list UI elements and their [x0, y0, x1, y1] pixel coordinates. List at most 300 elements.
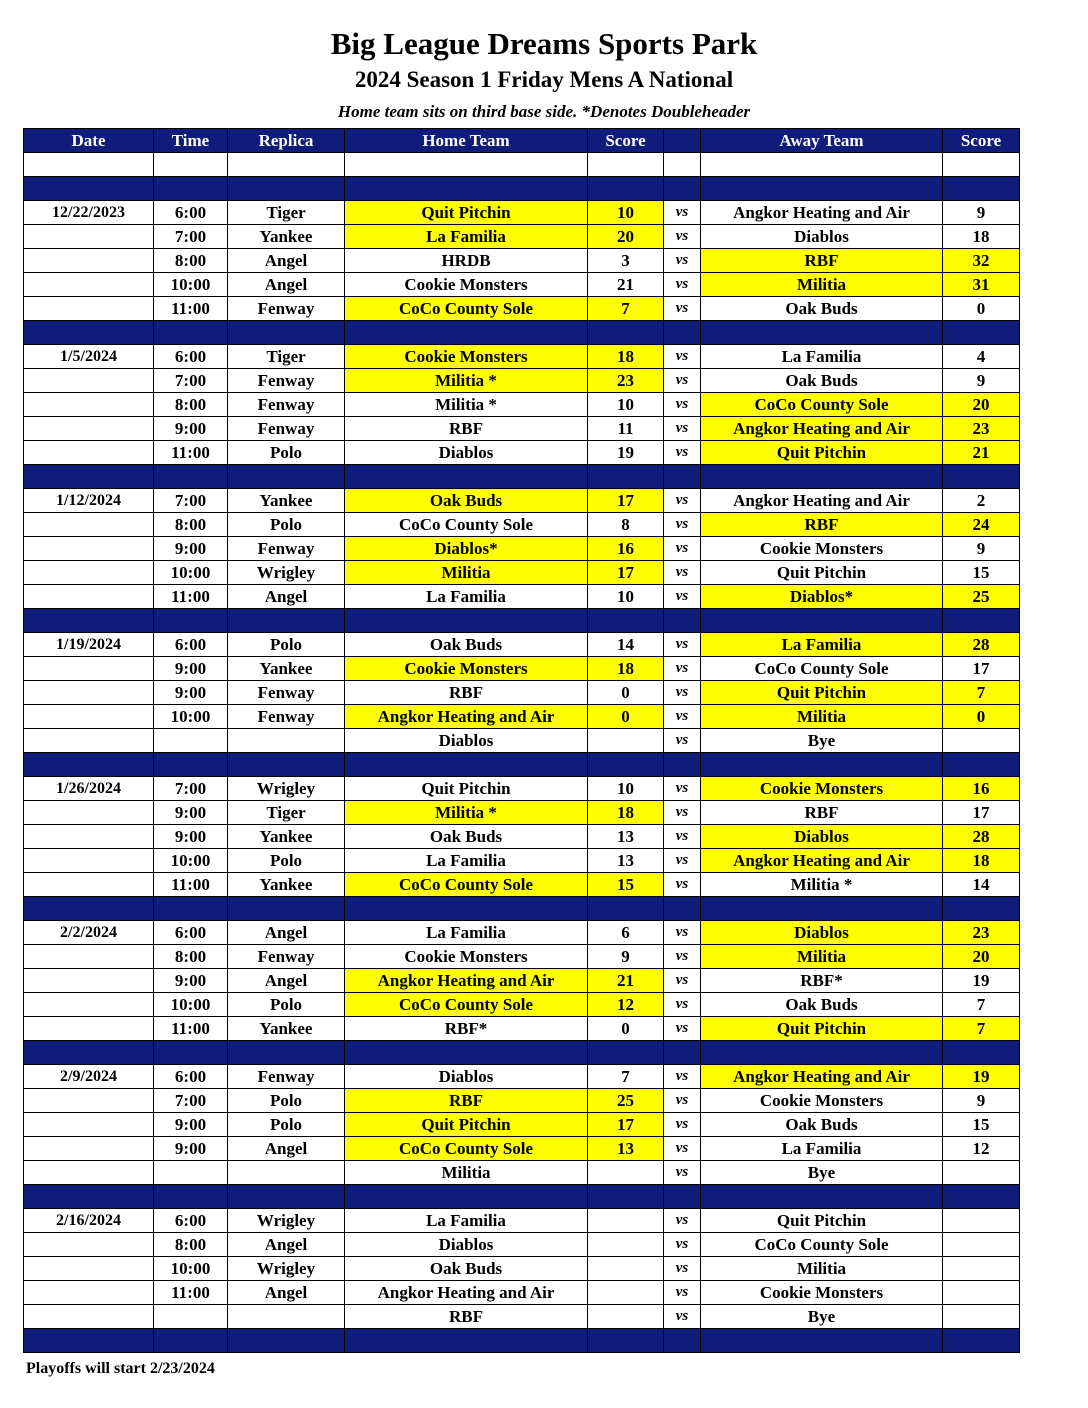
page-title: Big League Dreams Sports Park [330, 26, 758, 61]
away-team: Angkor Heating and Air [701, 489, 943, 513]
away-team: Bye [701, 1161, 943, 1185]
vs-label: vs [664, 345, 701, 369]
game-replica-field: Wrigley [228, 777, 345, 801]
schedule-body [24, 153, 1020, 1353]
season-subtitle: 2024 Season 1 Friday Mens A National [354, 67, 734, 92]
away-team: Militia * [701, 873, 943, 897]
vs-label: vs [664, 273, 701, 297]
away-team: Diablos* [701, 585, 943, 609]
game-replica-field: Polo [228, 441, 345, 465]
home-score: 13 [588, 825, 664, 849]
week-separator [24, 753, 1020, 777]
away-score: 0 [943, 705, 1020, 729]
vs-label: vs [664, 777, 701, 801]
home-team: Oak Buds [345, 489, 588, 513]
game-time: 11:00 [154, 585, 228, 609]
home-score [588, 1161, 664, 1185]
game-date: 2/16/2024 [24, 1209, 154, 1233]
game-replica-field: Fenway [228, 393, 345, 417]
away-team: Quit Pitchin [701, 441, 943, 465]
vs-label: vs [664, 585, 701, 609]
away-team: Cookie Monsters [701, 1089, 943, 1113]
vs-label: vs [664, 969, 701, 993]
home-score: 19 [588, 441, 664, 465]
away-score: 25 [943, 585, 1020, 609]
away-score: 24 [943, 513, 1020, 537]
game-time: 10:00 [154, 273, 228, 297]
col-home-team: Home Team [345, 129, 588, 153]
game-replica-field: Yankee [228, 1017, 345, 1041]
game-row [24, 825, 1020, 849]
away-team: Diablos [701, 225, 943, 249]
away-team: Militia [701, 1257, 943, 1281]
vs-label: vs [664, 825, 701, 849]
game-time: 6:00 [154, 1065, 228, 1089]
week-separator [24, 465, 1020, 489]
vs-label: vs [664, 1161, 701, 1185]
home-team: Militia * [345, 801, 588, 825]
game-date-empty [24, 1233, 154, 1257]
away-score: 28 [943, 825, 1020, 849]
game-time: 6:00 [154, 345, 228, 369]
away-score: 31 [943, 273, 1020, 297]
game-row [24, 273, 1020, 297]
away-score: 20 [943, 945, 1020, 969]
game-time: 10:00 [154, 849, 228, 873]
game-time: 6:00 [154, 1209, 228, 1233]
game-row [24, 1065, 1020, 1089]
game-row [24, 1017, 1020, 1041]
game-replica-field: Fenway [228, 705, 345, 729]
away-score: 12 [943, 1137, 1020, 1161]
away-team: Angkor Heating and Air [701, 1065, 943, 1089]
header-row [24, 129, 1020, 153]
game-replica-field: Fenway [228, 297, 345, 321]
away-score: 0 [943, 297, 1020, 321]
away-team: Bye [701, 729, 943, 753]
playoffs-note: Playoffs will start 2/23/2024 [26, 1360, 215, 1377]
col-vs [664, 129, 701, 153]
vs-label: vs [664, 681, 701, 705]
away-team: Oak Buds [701, 1113, 943, 1137]
game-date-empty [24, 513, 154, 537]
vs-label: vs [664, 441, 701, 465]
home-team: Angkor Heating and Air [345, 705, 588, 729]
week-separator [24, 1041, 1020, 1065]
game-date: 2/2/2024 [24, 921, 154, 945]
vs-label: vs [664, 1089, 701, 1113]
game-replica-field: Fenway [228, 681, 345, 705]
vs-label: vs [664, 1113, 701, 1137]
game-date-empty [24, 681, 154, 705]
vs-label: vs [664, 1233, 701, 1257]
game-time: 7:00 [154, 1089, 228, 1113]
game-time: 9:00 [154, 801, 228, 825]
home-score: 17 [588, 1113, 664, 1137]
away-team: Diablos [701, 825, 943, 849]
home-team: CoCo County Sole [345, 873, 588, 897]
game-row [24, 1113, 1020, 1137]
vs-label: vs [664, 633, 701, 657]
away-score: 14 [943, 873, 1020, 897]
away-score: 4 [943, 345, 1020, 369]
game-date-empty [24, 585, 154, 609]
away-team: CoCo County Sole [701, 657, 943, 681]
game-time: 10:00 [154, 1257, 228, 1281]
game-row [24, 993, 1020, 1017]
game-replica-field: Yankee [228, 873, 345, 897]
away-team: Quit Pitchin [701, 1017, 943, 1041]
vs-label: vs [664, 801, 701, 825]
home-score [588, 1209, 664, 1233]
col-date: Date [24, 129, 154, 153]
home-team: Oak Buds [345, 1257, 588, 1281]
game-date-empty [24, 225, 154, 249]
game-replica-field: Angel [228, 273, 345, 297]
vs-label: vs [664, 297, 701, 321]
game-date-empty [24, 705, 154, 729]
game-replica-field: Angel [228, 1137, 345, 1161]
game-replica-field: Tiger [228, 201, 345, 225]
away-team: CoCo County Sole [701, 1233, 943, 1257]
game-replica-field: Yankee [228, 225, 345, 249]
game-time [154, 1161, 228, 1185]
game-date: 2/9/2024 [24, 1065, 154, 1089]
vs-label: vs [664, 561, 701, 585]
game-time: 10:00 [154, 993, 228, 1017]
home-score: 16 [588, 537, 664, 561]
away-score: 20 [943, 393, 1020, 417]
game-row [24, 297, 1020, 321]
game-date-empty [24, 441, 154, 465]
game-date-empty [24, 249, 154, 273]
game-time: 8:00 [154, 945, 228, 969]
home-score: 6 [588, 921, 664, 945]
home-team: Diablos* [345, 537, 588, 561]
away-score: 19 [943, 969, 1020, 993]
vs-label: vs [664, 417, 701, 441]
week-separator [24, 1185, 1020, 1209]
away-score: 9 [943, 369, 1020, 393]
home-score [588, 729, 664, 753]
away-score [943, 1233, 1020, 1257]
game-row [24, 969, 1020, 993]
away-team: Cookie Monsters [701, 1281, 943, 1305]
away-score: 9 [943, 1089, 1020, 1113]
home-team: Diablos [345, 1233, 588, 1257]
home-score [588, 1281, 664, 1305]
game-date: 1/26/2024 [24, 777, 154, 801]
home-team: Diablos [345, 729, 588, 753]
away-team: La Familia [701, 1137, 943, 1161]
away-score: 28 [943, 633, 1020, 657]
game-replica-field: Yankee [228, 489, 345, 513]
away-score [943, 1305, 1020, 1329]
game-date-empty [24, 1089, 154, 1113]
vs-label: vs [664, 537, 701, 561]
vs-label: vs [664, 393, 701, 417]
home-score: 10 [588, 201, 664, 225]
home-score [588, 1233, 664, 1257]
away-score: 18 [943, 849, 1020, 873]
vs-label: vs [664, 873, 701, 897]
home-score: 18 [588, 657, 664, 681]
home-score: 8 [588, 513, 664, 537]
game-row [24, 561, 1020, 585]
game-row [24, 249, 1020, 273]
vs-label: vs [664, 1017, 701, 1041]
home-score: 10 [588, 777, 664, 801]
away-team: CoCo County Sole [701, 393, 943, 417]
game-replica-field [228, 729, 345, 753]
game-time: 11:00 [154, 1017, 228, 1041]
home-score: 0 [588, 705, 664, 729]
game-time: 9:00 [154, 417, 228, 441]
game-date: 1/19/2024 [24, 633, 154, 657]
away-team: Cookie Monsters [701, 537, 943, 561]
week-separator [24, 321, 1020, 345]
vs-label: vs [664, 225, 701, 249]
home-score: 10 [588, 585, 664, 609]
home-score: 9 [588, 945, 664, 969]
home-score: 23 [588, 369, 664, 393]
game-time: 6:00 [154, 633, 228, 657]
home-team: La Familia [345, 585, 588, 609]
home-score: 17 [588, 489, 664, 513]
away-score: 15 [943, 1113, 1020, 1137]
game-time: 10:00 [154, 561, 228, 585]
home-score: 13 [588, 849, 664, 873]
home-team: Oak Buds [345, 825, 588, 849]
game-time: 11:00 [154, 873, 228, 897]
game-row [24, 441, 1020, 465]
game-replica-field: Polo [228, 849, 345, 873]
away-score: 23 [943, 921, 1020, 945]
away-score: 18 [943, 225, 1020, 249]
game-replica-field: Angel [228, 1281, 345, 1305]
game-time: 8:00 [154, 249, 228, 273]
schedule-table [23, 128, 1020, 1353]
home-score: 13 [588, 1137, 664, 1161]
game-date-empty [24, 1305, 154, 1329]
away-score: 7 [943, 993, 1020, 1017]
game-row [24, 1089, 1020, 1113]
game-date-empty [24, 1137, 154, 1161]
home-score: 15 [588, 873, 664, 897]
game-time: 7:00 [154, 489, 228, 513]
game-replica-field: Angel [228, 969, 345, 993]
away-score: 7 [943, 1017, 1020, 1041]
vs-label: vs [664, 201, 701, 225]
home-team: Cookie Monsters [345, 345, 588, 369]
vs-label: vs [664, 1257, 701, 1281]
away-team: Diablos [701, 921, 943, 945]
home-score: 10 [588, 393, 664, 417]
home-score: 7 [588, 297, 664, 321]
game-row [24, 1137, 1020, 1161]
away-score: 2 [943, 489, 1020, 513]
vs-label: vs [664, 489, 701, 513]
game-row [24, 489, 1020, 513]
game-date-empty [24, 849, 154, 873]
away-team: Oak Buds [701, 297, 943, 321]
game-row [24, 1161, 1020, 1185]
away-score [943, 729, 1020, 753]
away-team: Angkor Heating and Air [701, 417, 943, 441]
game-row [24, 657, 1020, 681]
game-date-empty [24, 1257, 154, 1281]
home-team: La Familia [345, 1209, 588, 1233]
game-replica-field: Fenway [228, 417, 345, 441]
game-time: 8:00 [154, 1233, 228, 1257]
home-team: RBF [345, 417, 588, 441]
away-team: Angkor Heating and Air [701, 201, 943, 225]
col-home-score: Score [588, 129, 664, 153]
col-time: Time [154, 129, 228, 153]
game-replica-field [228, 1161, 345, 1185]
home-team: Cookie Monsters [345, 945, 588, 969]
game-date-empty [24, 945, 154, 969]
game-replica-field: Angel [228, 921, 345, 945]
away-team: Quit Pitchin [701, 561, 943, 585]
home-team: Diablos [345, 1065, 588, 1089]
game-row [24, 729, 1020, 753]
week-separator [24, 1329, 1020, 1353]
home-score: 11 [588, 417, 664, 441]
game-row [24, 945, 1020, 969]
home-score: 14 [588, 633, 664, 657]
game-time: 9:00 [154, 969, 228, 993]
away-score: 19 [943, 1065, 1020, 1089]
away-score [943, 1161, 1020, 1185]
away-team: Oak Buds [701, 369, 943, 393]
game-replica-field: Yankee [228, 657, 345, 681]
vs-label: vs [664, 993, 701, 1017]
game-replica-field: Wrigley [228, 1209, 345, 1233]
game-replica-field: Fenway [228, 945, 345, 969]
game-replica-field: Fenway [228, 537, 345, 561]
away-team: RBF* [701, 969, 943, 993]
blank-row [24, 153, 1020, 177]
home-team: Cookie Monsters [345, 273, 588, 297]
game-time: 7:00 [154, 225, 228, 249]
home-team: Militia * [345, 393, 588, 417]
home-team: RBF [345, 681, 588, 705]
game-time: 6:00 [154, 921, 228, 945]
game-time: 11:00 [154, 1281, 228, 1305]
game-date-empty [24, 537, 154, 561]
game-row [24, 873, 1020, 897]
game-date-empty [24, 297, 154, 321]
game-time: 10:00 [154, 705, 228, 729]
home-team: Angkor Heating and Air [345, 969, 588, 993]
home-score: 3 [588, 249, 664, 273]
game-time: 11:00 [154, 441, 228, 465]
away-team: Quit Pitchin [701, 1209, 943, 1233]
vs-label: vs [664, 657, 701, 681]
game-row [24, 345, 1020, 369]
home-team: CoCo County Sole [345, 1137, 588, 1161]
game-time: 9:00 [154, 1113, 228, 1137]
game-date-empty [24, 969, 154, 993]
col-away-score: Score [943, 129, 1020, 153]
game-replica-field: Tiger [228, 345, 345, 369]
game-date-empty [24, 1017, 154, 1041]
away-team: RBF [701, 249, 943, 273]
game-row [24, 513, 1020, 537]
home-team: CoCo County Sole [345, 297, 588, 321]
away-team: Militia [701, 273, 943, 297]
home-score: 7 [588, 1065, 664, 1089]
game-time [154, 1305, 228, 1329]
game-time: 8:00 [154, 513, 228, 537]
vs-label: vs [664, 1281, 701, 1305]
game-row [24, 537, 1020, 561]
home-score [588, 1257, 664, 1281]
home-team: RBF [345, 1089, 588, 1113]
home-team: Diablos [345, 441, 588, 465]
game-row [24, 681, 1020, 705]
game-row [24, 633, 1020, 657]
away-team: Oak Buds [701, 993, 943, 1017]
home-team: RBF [345, 1305, 588, 1329]
game-replica-field: Polo [228, 993, 345, 1017]
game-date: 1/12/2024 [24, 489, 154, 513]
game-replica-field: Polo [228, 1113, 345, 1137]
home-score: 18 [588, 345, 664, 369]
vs-label: vs [664, 729, 701, 753]
away-score [943, 1209, 1020, 1233]
home-team: Quit Pitchin [345, 201, 588, 225]
game-time: 9:00 [154, 537, 228, 561]
vs-label: vs [664, 369, 701, 393]
game-time: 8:00 [154, 393, 228, 417]
game-row [24, 1257, 1020, 1281]
game-time: 7:00 [154, 777, 228, 801]
away-team: Militia [701, 705, 943, 729]
away-score: 17 [943, 801, 1020, 825]
game-time: 9:00 [154, 681, 228, 705]
game-time [154, 729, 228, 753]
away-team: RBF [701, 801, 943, 825]
vs-label: vs [664, 513, 701, 537]
game-date-empty [24, 561, 154, 585]
game-date-empty [24, 801, 154, 825]
home-team: Militia [345, 1161, 588, 1185]
away-score: 9 [943, 537, 1020, 561]
home-score: 17 [588, 561, 664, 585]
game-date-empty [24, 657, 154, 681]
game-replica-field: Fenway [228, 369, 345, 393]
game-date-empty [24, 825, 154, 849]
vs-label: vs [664, 1305, 701, 1329]
game-replica-field: Polo [228, 513, 345, 537]
game-replica-field: Angel [228, 1233, 345, 1257]
away-team: Bye [701, 1305, 943, 1329]
vs-label: vs [664, 945, 701, 969]
game-date: 12/22/2023 [24, 201, 154, 225]
week-separator [24, 609, 1020, 633]
home-team: La Familia [345, 225, 588, 249]
game-date-empty [24, 417, 154, 441]
home-team: La Familia [345, 921, 588, 945]
week-separator [24, 897, 1020, 921]
game-replica-field [228, 1305, 345, 1329]
game-date-empty [24, 729, 154, 753]
away-score [943, 1257, 1020, 1281]
game-date-empty [24, 993, 154, 1017]
vs-label: vs [664, 1065, 701, 1089]
